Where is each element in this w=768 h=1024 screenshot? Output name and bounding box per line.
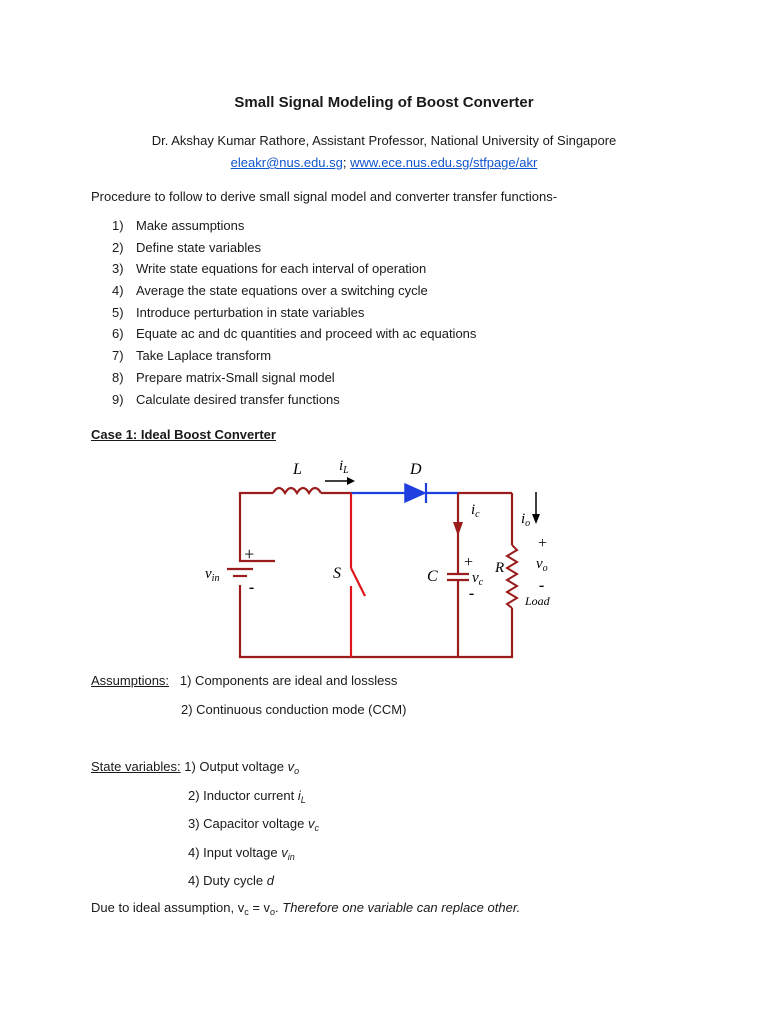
assumptions-line <box>91 673 397 688</box>
state-variables-line <box>91 759 299 776</box>
list-item: 9) Calculate desired transfer functions <box>112 391 340 407</box>
state-var-2: 2) Inductor current $i_L$ <box>188 788 306 805</box>
label-C: C <box>427 568 438 585</box>
assumption-2: 2) Continuous conduction mode (CCM) <box>181 702 407 717</box>
label-iL: $i_L$ <box>339 458 349 476</box>
email-link[interactable]: eleakr@nus.edu.sg <box>230 155 343 170</box>
label-minus-out: - <box>539 577 545 594</box>
case1-heading: Case 1: Ideal Boost Converter <box>91 427 276 442</box>
list-item: 1) Make assumptions <box>112 218 245 233</box>
label-minus-in: - <box>249 579 255 596</box>
label-D: D <box>410 461 422 478</box>
document-title: Small Signal Modeling of Boost Converter <box>234 94 534 111</box>
ic-arrow <box>453 522 463 536</box>
contact-separator: ; <box>342 155 347 170</box>
il-arrow-head <box>347 477 355 485</box>
label-plus-c: + <box>463 554 474 571</box>
label-ic: $i_c$ <box>471 502 480 520</box>
switch-blade <box>351 568 365 596</box>
boost-converter-circuit <box>195 450 575 665</box>
list-item: 5) Introduce perturbation in state variables <box>112 304 365 320</box>
inductor-symbol <box>273 488 321 493</box>
label-load: Load <box>525 594 550 608</box>
label-minus-c: - <box>469 585 475 602</box>
assumption-1: 1) Components are ideal and lossless <box>179 673 398 688</box>
state-var-4: 4) Input voltage $v_{in}$ <box>188 845 295 862</box>
website-link[interactable]: www.ece.nus.edu.sg/stfpage/akr <box>350 155 538 170</box>
list-item: 6) Equate ac and dc quantities and proceed with ac equations <box>112 326 477 342</box>
conclusion-line: Due to ideal assumption, $v_c = v_o$. Therefore one variable can replace other. <box>91 900 521 917</box>
list-item: 7) Take Laplace transform <box>112 348 272 364</box>
label-vo: $v_o$ <box>536 556 548 574</box>
label-vin: $v_{in}$ <box>205 566 220 584</box>
list-item: 4) Average the state equations over a switching cycle <box>112 283 428 299</box>
list-item: 8) Prepare matrix-Small signal model <box>112 369 335 385</box>
list-item: 3) Write state equations for each interval of operation <box>112 261 427 277</box>
label-plus-out: + <box>537 535 548 552</box>
list-item: 2) Define state variables <box>112 239 262 255</box>
diode-symbol <box>405 484 425 502</box>
label-vc: $v_c$ <box>472 570 484 588</box>
resistor-symbol <box>507 545 517 608</box>
assumptions-label: Assumptions: <box>91 673 170 688</box>
state-var-1: 1) Output voltage $v_o$ <box>184 759 300 776</box>
procedure-intro: Procedure to follow to derive small signal model and converter transfer functions- <box>91 189 558 204</box>
contact-line <box>0 155 768 170</box>
author-line: Dr. Akshay Kumar Rathore, Assistant Professor, National University of Singapore <box>151 133 617 148</box>
label-R: R <box>495 560 505 576</box>
io-arrow-head <box>532 514 540 524</box>
procedure-steps <box>112 218 476 413</box>
label-plus-in: + <box>243 544 256 564</box>
label-io: $i_o$ <box>521 511 531 529</box>
state-var-3: 3) Capacitor voltage $v_c$ <box>188 816 319 833</box>
label-L: L <box>293 461 302 478</box>
state-variables-label: State variables: <box>91 759 181 774</box>
label-S: S <box>333 565 341 582</box>
state-var-5: 4) Duty cycle d <box>188 873 274 888</box>
